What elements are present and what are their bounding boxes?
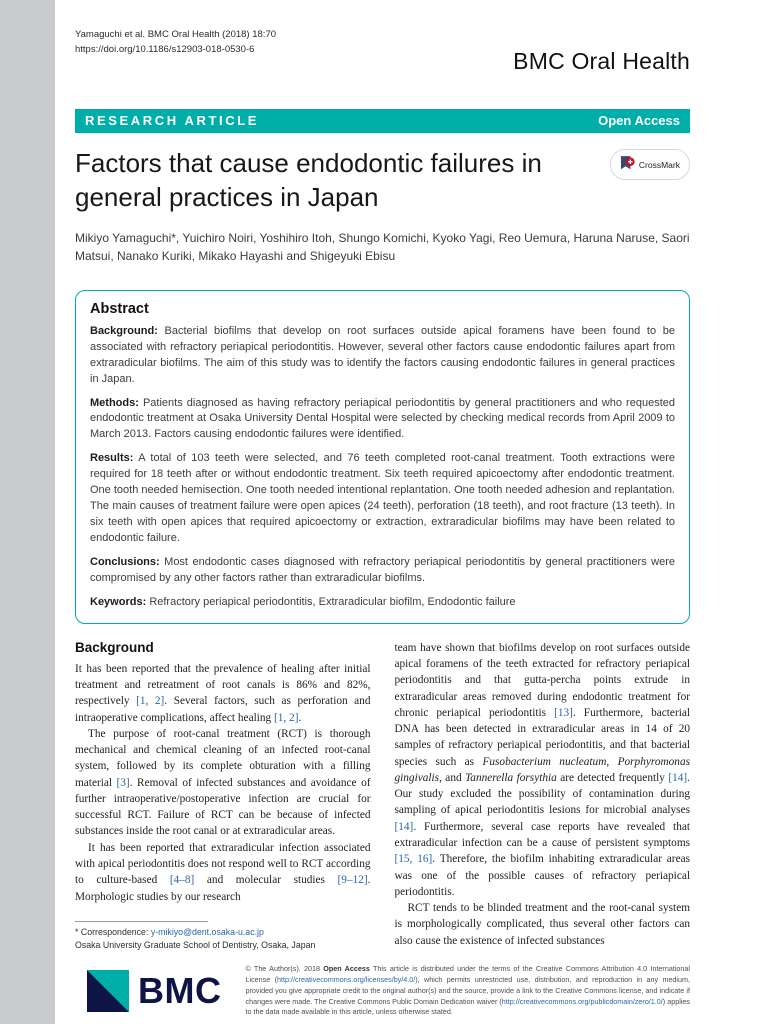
license-text: © The Author(s). 2018 Open Access This article is distributed under the terms of the Creative Commons Attribution 4.0 International License (http://creativecommons.org/licenses/by/4.0/), which permits unrestricted use, distribution, and reproduction in any medium, provided you give appropriate credit to the original author(s) and the source, provide a link to the Creative Commons license, and indicate if changes were made. The Creative Commons Public Domain Dedication waiver (http://creativecommons.org/publicdomain/zero/1.0/) applies to the data made available in this article, unless otherwise stated.: [245, 964, 691, 1017]
abstract-results-text: A total of 103 teeth were selected, and 76 teeth completed root-canal treatment. Tooth extractions were required for 18 teeth after or without endodontic treatment. Six teeth required apicoectomy after endodontic treatment. One tooth needed hemisection. One tooth needed intentional replantation. One tooth needed adhesion and replantation. The main causes of treatment failure were open apices (24 teeth), perforation (18 teeth), and root fracture (13 teeth). In six teeth with open apices that required apicoectomy or extraction, extraradicular biofilms may have been related to endodontic failure.: [90, 452, 675, 545]
italic-term: Fusobacterium nucleatum: [482, 755, 607, 768]
abstract-background-text: Bacterial biofilms that develop on root surfaces outside apical foramens have been found to be associated with refractory periapical periodontitis. However, several other factors cause endodontic failures apart from extraradicular biofilms. The aim of this study was to identify the factors causing endodontic failures in general practices in Japan.: [90, 324, 676, 385]
article-page: [55, 0, 768, 1024]
abstract-conclusions: [90, 555, 675, 587]
italic-term: Tannerella forsythia: [465, 771, 557, 784]
left-column: [75, 640, 371, 952]
abstract-background-label: Background:: [90, 324, 158, 337]
article-title: Factors that cause endodontic failures in general practices in Japan: [75, 148, 542, 212]
bmc-logo-text: BMC: [138, 970, 222, 1012]
abstract-conclusions-text: Most endodontic cases diagnosed with refractory periapical periodontitis by general practitioners were compromised by any other factors rather than extraradicular biofilms.: [90, 555, 676, 584]
citation-block: [75, 28, 276, 57]
keywords-text: Refractory periapical periodontitis, Extraradicular biofilm, Endodontic failure: [149, 595, 516, 608]
citation-line: Yamaguchi et al. BMC Oral Health (2018) 18:70: [75, 29, 277, 40]
affiliation-line: Osaka University Graduate School of Dentistry, Osaka, Japan: [75, 939, 316, 950]
abstract-keywords: [90, 595, 675, 611]
crossmark-icon: [620, 155, 635, 174]
citation-ref[interactable]: [1, 2]: [136, 695, 165, 708]
authors-line: Mikiyo Yamaguchi*, Yuichiro Noiri, Yoshihiro Itoh, Shungo Komichi, Kyoko Yagi, Reo Uemura, Haruna Naruse, Saori Matsui, Nanako Kuriki, Mikako Hayashi and Shigeyuki Ebisu: [75, 230, 690, 264]
abstract-conclusions-label: Conclusions:: [90, 555, 160, 568]
crossmark-badge[interactable]: [610, 149, 690, 180]
research-article-label: RESEARCH ARTICLE: [85, 113, 260, 128]
bmc-logo-mark: [87, 970, 129, 1012]
citation-ref[interactable]: [3]: [116, 776, 130, 789]
body-paragraph: team have shown that biofilms develop on root surfaces outside apical foramens of the teeth extracted for refractory periapical periodontitis and that gutta-percha points extrude in extraradicular areas removed during endodontic treatment for chronic periapical periodontitis [13]. Furthermore, bacterial DNA has been detected in extraradicular areas in 14 of 20 samples of refractory periapical periodontitis, and that bacterial species such as Fusobacterium nucleatum, Porphyromonas gingivalis, and Tannerella forsythia are detected frequently [14]. Our study excluded the possibility of contamination during sampling of apical periodontitis lesions for microbial analyses [14]. Furthermore, several case reports have revealed that extraradicular infection can be a cause of persistent symptoms [15, 16]. Therefore, the biofilm inhabiting extraradicular areas was one of the possible causes of refractory periapical periodontitis.: [394, 641, 690, 898]
open-access-label: Open Access: [598, 113, 680, 128]
abstract-results: [90, 451, 675, 547]
crossmark-label: CrossMark: [638, 159, 680, 170]
bold-text: Open Access: [323, 964, 370, 974]
citation-ref[interactable]: [13]: [554, 706, 573, 719]
bmc-logo: [75, 970, 221, 1012]
background-heading: Background: [75, 639, 154, 655]
abstract-methods-label: Methods:: [90, 396, 139, 409]
doi-link[interactable]: https://doi.org/10.1186/s12903-018-0530-6: [75, 43, 255, 55]
italic-term: Porphyromonas gingivalis: [394, 755, 690, 784]
inline-link[interactable]: http://creativecommons.org/licenses/by/4.0/: [277, 974, 416, 984]
citation-ref[interactable]: [1, 2]: [273, 711, 299, 724]
viewer-gutter: [0, 0, 55, 1024]
correspondence-email[interactable]: y-mikiyo@dent.osaka-u.ac.jp: [150, 926, 264, 937]
citation-ref[interactable]: [9–12]: [337, 874, 368, 887]
correspondence-line: [75, 926, 371, 939]
abstract-methods-text: Patients diagnosed as having refractory periapical periodontitis by general practitioners and who requested endodontic treatment at Osaka University Dental Hospital were selected by checking medical records from April 2009 to March 2013. Factors causing endodontic failures were identified.: [90, 396, 675, 441]
article-type-banner: [75, 109, 690, 133]
right-column: [395, 640, 691, 952]
citation-ref[interactable]: [14]: [668, 771, 688, 784]
body-paragraph: The purpose of root-canal treatment (RCT) is thorough mechanical and chemical cleaning of an infected root-canal system, followed by its complete obturation with a filling material [3]. Removal of infected substances and avoidance of further intraoperative/postoperative infection are crucial for successful RCT. Failure of RCT can be because of infected substances inside the root canal or at extraradicular areas.: [75, 727, 371, 838]
page-header: [75, 28, 690, 75]
title-row: [75, 147, 690, 215]
citation-ref[interactable]: [4–8]: [169, 874, 195, 887]
abstract-methods: [90, 396, 675, 444]
abstract-background: [90, 324, 675, 388]
journal-wordmark: BMC Oral Health: [513, 48, 690, 74]
body-paragraph: It has been reported that extraradicular infection associated with apical periodontitis does not respond well to RCT according to culture-based [4–8] and molecular studies [9–12]. Morphologic studies by our research: [75, 841, 371, 903]
page-footer: [75, 964, 690, 1018]
citation-ref[interactable]: [15, 16]: [394, 853, 433, 866]
abstract-results-label: Results:: [90, 452, 134, 465]
keywords-label: Keywords:: [90, 595, 147, 608]
citation-ref[interactable]: [14]: [394, 820, 414, 833]
body-paragraph: It has been reported that the prevalence of healing after initial treatment and retreatment of root canals is 86% and 82%, respectively [1, 2]. Several factors, such as perforation and intraoperative complications, affect healing [1, 2].: [75, 662, 371, 724]
correspondence-label: * Correspondence:: [75, 926, 149, 937]
abstract-box: [75, 290, 690, 624]
footnote-rule: [75, 921, 208, 922]
abstract-heading: Abstract: [90, 300, 149, 317]
correspondence-footnote: [75, 921, 371, 952]
body-paragraph: RCT tends to be blinded treatment and the root-canal system is morphologically complicated, thus several other factors can also cause the existence of infected substances: [394, 902, 690, 947]
inline-link[interactable]: http://creativecommons.org/publicdomain/zero/1.0/: [501, 996, 663, 1006]
body-columns: [75, 640, 690, 952]
